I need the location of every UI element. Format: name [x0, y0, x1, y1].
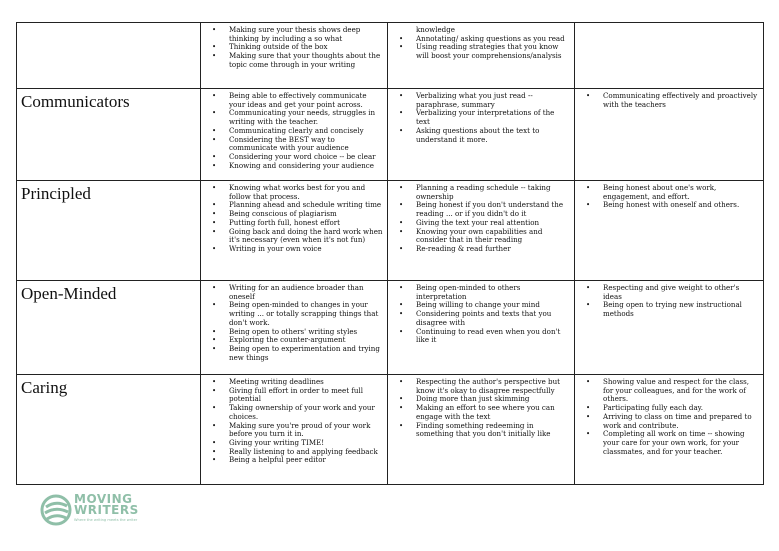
list-item: • Writing for an audience broader than oneself	[229, 284, 383, 301]
list-item: • Really listening to and applying feedback	[229, 448, 383, 457]
list-item: • Knowing your own capabilities and consider that in their reading	[416, 228, 570, 245]
rubric-row	[17, 375, 764, 485]
rubric-cell	[388, 375, 575, 485]
rubric-table	[16, 22, 764, 485]
list-item: • Arriving to class on time and prepared to work and contribute.	[603, 413, 759, 430]
logo-wordmark	[74, 494, 139, 516]
list-item: • Being open to trying new instructional methods	[603, 301, 759, 318]
list-item: • Giving full effort in order to meet full potential	[229, 387, 383, 404]
rubric-cell	[201, 281, 388, 375]
list-item: • Completing all work on time -- showing your care for your own work, for your classmates, and for your teacher.	[603, 430, 759, 456]
list-item: • Meeting writing deadlines	[229, 378, 383, 387]
list-item: • Being honest with oneself and others.	[603, 201, 759, 210]
list-item: • Being willing to change your mind	[416, 301, 570, 310]
bullet-list	[205, 26, 383, 70]
list-item: • Re-reading & read further	[416, 245, 570, 254]
list-item: • Being honest about one's work, engagement, and effort.	[603, 184, 759, 201]
list-item: • Writing in your own voice	[229, 245, 383, 254]
row-label: Open-Minded	[17, 281, 201, 375]
row-label: Principled	[17, 181, 201, 281]
list-item: • Giving the text your real attention	[416, 219, 570, 228]
bullet-list	[392, 284, 570, 345]
rubric-cell	[575, 181, 764, 281]
list-item: • Being open to experimentation and trying new things	[229, 345, 383, 362]
logo-line2: WRITERS	[74, 503, 139, 517]
rubric-row	[17, 281, 764, 375]
list-item: • Respecting and give weight to other's ideas	[603, 284, 759, 301]
bullet-list	[392, 378, 570, 439]
list-item: • Communicating clearly and concisely	[229, 127, 383, 136]
bullet-list	[392, 92, 570, 144]
rubric-cell	[388, 89, 575, 181]
rubric-cell	[575, 89, 764, 181]
list-item: • Putting forth full, honest effort	[229, 219, 383, 228]
rubric-row	[17, 89, 764, 181]
list-item: • Finding something redeeming in something that you don't initially like	[416, 422, 570, 439]
list-item: • Considering points and texts that you disagree with	[416, 310, 570, 327]
bullet-list	[579, 184, 759, 210]
rubric-cell	[388, 181, 575, 281]
list-item: • Showing value and respect for the class, for your colleagues, and for the work of others.	[603, 378, 759, 404]
list-item: • Going back and doing the hard work when it's necessary (even when it's not fun)	[229, 228, 383, 245]
list-item: • Being honest if you don't understand the reading ... or if you didn't do it	[416, 201, 570, 218]
moving-writers-logo	[40, 494, 150, 526]
list-item: • Using reading strategies that you know will boost your comprehensions/analysis	[416, 43, 570, 60]
logo-line1: MOVING	[74, 492, 133, 506]
rubric-cell	[575, 23, 764, 89]
list-item: • Being able to effectively communicate your ideas and get your point across.	[229, 92, 383, 109]
bullet-list	[392, 26, 570, 61]
rubric-cell	[201, 89, 388, 181]
list-item: • Annotating/ asking questions as you read	[416, 35, 570, 44]
list-item: • Being a helpful peer editor	[229, 456, 383, 465]
row-label: Caring	[17, 375, 201, 485]
bullet-list	[392, 184, 570, 254]
bullet-list	[205, 378, 383, 465]
rubric-row	[17, 23, 764, 89]
bullet-list	[205, 284, 383, 362]
rubric-cell	[388, 23, 575, 89]
bullet-list	[579, 284, 759, 319]
bullet-list	[205, 184, 383, 254]
list-item: • Communicating effectively and proactively with the teachers	[603, 92, 759, 109]
list-item: • Taking ownership of your work and your choices.	[229, 404, 383, 421]
list-item: • Being open to others' writing styles	[229, 328, 383, 337]
list-item: • Continuing to read even when you don't like it	[416, 328, 570, 345]
list-item: • Being conscious of plagiarism	[229, 210, 383, 219]
list-item: • Making sure that your thoughts about the topic come through in your writing	[229, 52, 383, 69]
row-label: Communicators	[17, 89, 201, 181]
rubric-cell	[201, 23, 388, 89]
list-item: • Thinking outside of the box	[229, 43, 383, 52]
list-item: • Communicating your needs, struggles in writing with the teacher.	[229, 109, 383, 126]
rubric-cell	[388, 281, 575, 375]
list-item: • Making sure your thesis shows deep thinking by including a so what	[229, 26, 383, 43]
rubric-body	[17, 23, 764, 485]
list-item: knowledge	[416, 25, 455, 34]
list-item: • Being open-minded to others interpretation	[416, 284, 570, 301]
list-item: • Considering your word choice -- be clear	[229, 153, 383, 162]
bullet-list	[205, 92, 383, 170]
list-item: • Verbalizing what you just read -- paraphrase, summary	[416, 92, 570, 109]
list-item: • Giving your writing TIME!	[229, 439, 383, 448]
list-item: • Asking questions about the text to understand it more.	[416, 127, 570, 144]
rubric-cell	[575, 281, 764, 375]
list-item: • Knowing what works best for you and follow that process.	[229, 184, 383, 201]
list-item: • Respecting the author's perspective but know it's okay to disagree respectfully	[416, 378, 570, 395]
list-item: • Making sure you're proud of your work before you turn it in.	[229, 422, 383, 439]
bullet-list	[579, 92, 759, 109]
list-item: • Being open-minded to changes in your writing ... or totally scrapping things that don't work.	[229, 301, 383, 327]
rubric-row	[17, 181, 764, 281]
list-item: • Verbalizing your interpretations of the text	[416, 109, 570, 126]
list-item: • Planning a reading schedule -- taking ownership	[416, 184, 570, 201]
list-item: • Considering the BEST way to communicate with your audience	[229, 136, 383, 153]
moving-writers-logo-icon	[40, 494, 72, 526]
list-item: • Doing more than just skimming	[416, 395, 570, 404]
rubric-cell	[201, 375, 388, 485]
list-item: • Planning ahead and schedule writing time	[229, 201, 383, 210]
list-item: • Exploring the counter-argument	[229, 336, 383, 345]
list-item: • Knowing and considering your audience	[229, 162, 383, 171]
list-item: • Participating fully each day.	[603, 404, 759, 413]
rubric-cell	[201, 181, 388, 281]
list-item: • Making an effort to see where you can engage with the text	[416, 404, 570, 421]
rubric-cell	[575, 375, 764, 485]
bullet-list	[579, 378, 759, 456]
logo-tagline: Where the writing meets the writer	[74, 518, 138, 522]
row-label	[17, 23, 201, 89]
